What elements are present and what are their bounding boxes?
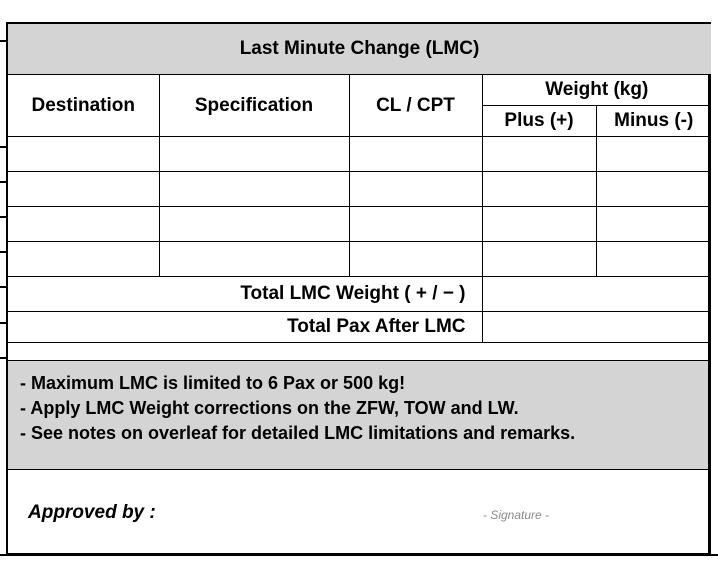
table-row [8, 172, 711, 207]
minus-cell[interactable] [596, 207, 711, 242]
destination-cell[interactable] [8, 207, 159, 242]
col-cl-cpt: CL / CPT [349, 75, 482, 137]
total-pax-label: Total Pax After LMC [8, 312, 482, 343]
col-plus: Plus (+) [482, 106, 596, 137]
note-line: - See notes on overleaf for detailed LMC limitations and remarks. [20, 423, 576, 443]
destination-cell[interactable] [8, 137, 159, 172]
total-weight-value[interactable] [482, 277, 711, 312]
cl-cpt-cell[interactable] [349, 207, 482, 242]
specification-cell[interactable] [159, 207, 349, 242]
col-minus: Minus (-) [596, 106, 711, 137]
lmc-table [8, 24, 711, 343]
note-line: - Maximum LMC is limited to 6 Pax or 500 kg! [20, 373, 406, 393]
minus-cell[interactable] [596, 242, 711, 277]
plus-cell[interactable] [482, 172, 596, 207]
note-line: - Apply LMC Weight corrections on the ZFW, TOW and LW. [20, 398, 519, 418]
plus-cell[interactable] [482, 137, 596, 172]
col-specification: Specification [159, 75, 349, 137]
total-pax-value[interactable] [482, 312, 711, 343]
cl-cpt-cell[interactable] [349, 137, 482, 172]
notes-box [8, 360, 708, 470]
plus-cell[interactable] [482, 242, 596, 277]
col-destination: Destination [8, 75, 159, 137]
minus-cell[interactable] [596, 137, 711, 172]
table-row [8, 242, 711, 277]
destination-cell[interactable] [8, 242, 159, 277]
approved-by-label: Approved by : [28, 502, 156, 523]
specification-cell[interactable] [159, 137, 349, 172]
total-weight-label: Total LMC Weight ( + / − ) [8, 277, 482, 312]
lmc-form [6, 22, 711, 555]
form-title: Last Minute Change (LMC) [8, 24, 711, 75]
plus-cell[interactable] [482, 207, 596, 242]
col-weight: Weight (kg) [482, 75, 711, 106]
specification-cell[interactable] [159, 172, 349, 207]
cl-cpt-cell[interactable] [349, 172, 482, 207]
minus-cell[interactable] [596, 172, 711, 207]
bottom-rule [0, 554, 718, 556]
signature-placeholder[interactable]: - Signature - [483, 508, 550, 522]
cl-cpt-cell[interactable] [349, 242, 482, 277]
destination-cell[interactable] [8, 172, 159, 207]
table-row [8, 207, 711, 242]
table-row [8, 137, 711, 172]
specification-cell[interactable] [159, 242, 349, 277]
